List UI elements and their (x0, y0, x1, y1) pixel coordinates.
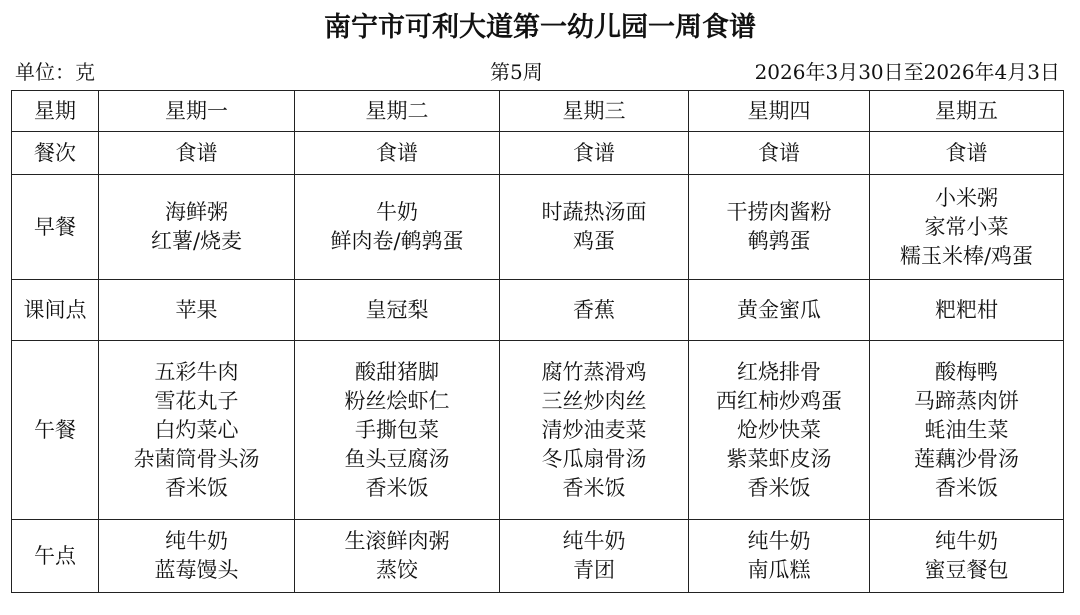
recipe-header-cell: 食谱 (500, 132, 689, 175)
dish-item: 蜜豆餐包 (924, 558, 1009, 582)
dish-item: 五彩牛肉 (154, 359, 239, 384)
dish-item: 海鲜粥 (165, 200, 228, 224)
meal-row-lunch (12, 341, 1064, 520)
dish-item: 酸梅鸭 (935, 359, 998, 384)
dish-item: 三丝炒肉丝 (541, 388, 647, 413)
meal-row-afternoon-snack (12, 520, 1064, 593)
dish-item: 生滚鲜肉粥 (344, 529, 450, 553)
dish-item: 蓝莓馒头 (154, 558, 239, 582)
dish-item: 青团 (573, 558, 615, 582)
weekday-cell: 星期一 (99, 91, 295, 132)
menu-cell (99, 280, 295, 341)
dish-item: 纯牛奶 (562, 529, 626, 553)
dish-item: 莲藕沙骨汤 (914, 446, 1019, 471)
dish-item: 时蔬热汤面 (541, 200, 647, 224)
dish-item: 红薯/烧麦 (150, 229, 243, 253)
menu-cell (689, 520, 870, 593)
menu-cell (295, 341, 500, 520)
dish-item: 鹌鹑蛋 (747, 229, 811, 253)
dish-item: 酸甜猪脚 (355, 359, 439, 384)
weekday-cell: 星期二 (295, 91, 500, 132)
dish-item: 马蹄蒸肉饼 (914, 388, 1019, 413)
meal-label-row (12, 132, 1064, 175)
dish-item: 杂菌筒骨头汤 (133, 446, 260, 471)
menu-cell (689, 280, 870, 341)
recipe-header-cell: 食谱 (295, 132, 500, 175)
weekday-corner-cell: 星期 (12, 91, 99, 132)
meal-row-breakfast (12, 175, 1064, 280)
dish-item: 香米饭 (365, 475, 429, 500)
meal-name-cell: 午点 (12, 520, 99, 593)
dish-item: 香米饭 (935, 475, 998, 500)
recipe-header-cell: 食谱 (99, 132, 295, 175)
dish-item: 西红柿炒鸡蛋 (716, 388, 842, 413)
dish-item: 腐竹蒸滑鸡 (541, 359, 647, 384)
menu-cell (870, 520, 1064, 593)
weekday-cell: 星期四 (689, 91, 870, 132)
menu-cell (689, 175, 870, 280)
dish-item: 红烧排骨 (737, 359, 821, 384)
recipe-header-cell: 食谱 (689, 132, 870, 175)
menu-cell (500, 175, 689, 280)
menu-cell (500, 280, 689, 341)
menu-cell (500, 341, 689, 520)
menu-cell (870, 341, 1064, 520)
dish-item: 皇冠梨 (365, 297, 429, 322)
dish-item: 纯牛奶 (165, 529, 228, 553)
menu-cell (295, 280, 500, 341)
dish-item: 鱼头豆腐汤 (344, 446, 450, 471)
dish-item: 炝炒快菜 (737, 417, 821, 442)
dish-item: 纯牛奶 (747, 529, 811, 553)
menu-cell (689, 341, 870, 520)
dish-item: 南瓜糕 (747, 558, 811, 582)
menu-cell (295, 175, 500, 280)
meal-name-cell: 早餐 (12, 175, 99, 280)
dish-item: 清炒油麦菜 (541, 417, 647, 442)
meal-name-cell: 课间点 (12, 280, 99, 341)
meal-name-cell: 午餐 (12, 341, 99, 520)
dish-item: 鲜肉卷/鹌鹑蛋 (330, 229, 464, 253)
meal-corner-cell: 餐次 (12, 132, 99, 175)
dish-item: 鸡蛋 (573, 229, 615, 253)
weekday-cell: 星期三 (500, 91, 689, 132)
weekday-cell: 星期五 (870, 91, 1064, 132)
dish-item: 蒸饺 (376, 558, 418, 582)
weekly-menu-table (11, 90, 1064, 593)
unit-label: 单位：克 (15, 60, 95, 84)
dish-item: 紫菜虾皮汤 (726, 446, 832, 471)
dish-item: 家常小菜 (924, 214, 1009, 239)
dish-item: 纯牛奶 (935, 529, 998, 553)
dish-item: 糯玉米棒/鸡蛋 (899, 243, 1034, 268)
dish-item: 黄金蜜瓜 (737, 297, 821, 322)
menu-cell (99, 520, 295, 593)
weekday-header-row (12, 91, 1064, 132)
menu-cell (870, 280, 1064, 341)
dish-item: 干捞肉酱粉 (726, 200, 832, 224)
dish-item: 小米粥 (935, 185, 998, 210)
dish-item: 白灼菜心 (154, 417, 239, 442)
dish-item: 香米饭 (747, 475, 811, 500)
recipe-header-cell: 食谱 (870, 132, 1064, 175)
menu-cell (500, 520, 689, 593)
dish-item: 粉丝烩虾仁 (344, 388, 450, 413)
menu-cell (870, 175, 1064, 280)
dish-item: 冬瓜扇骨汤 (541, 446, 647, 471)
page-title: 南宁市可利大道第一幼儿园一周食谱 (324, 12, 756, 43)
dish-item: 苹果 (175, 297, 218, 322)
dish-item: 牛奶 (376, 200, 418, 224)
dish-item: 手撕包菜 (355, 417, 439, 442)
menu-cell (99, 341, 295, 520)
dish-item: 香蕉 (573, 297, 615, 322)
dish-item: 香米饭 (165, 475, 228, 500)
dish-item: 香米饭 (562, 475, 626, 500)
dish-item: 雪花丸子 (154, 388, 239, 413)
meal-row-morning-snack (12, 280, 1064, 341)
dish-item: 蚝油生菜 (924, 417, 1009, 442)
week-label: 第5周 (490, 60, 543, 84)
menu-cell (99, 175, 295, 280)
dish-item: 粑粑柑 (935, 297, 998, 322)
date-range: 2026年3月30日至2026年4月3日 (754, 60, 1060, 84)
menu-cell (295, 520, 500, 593)
